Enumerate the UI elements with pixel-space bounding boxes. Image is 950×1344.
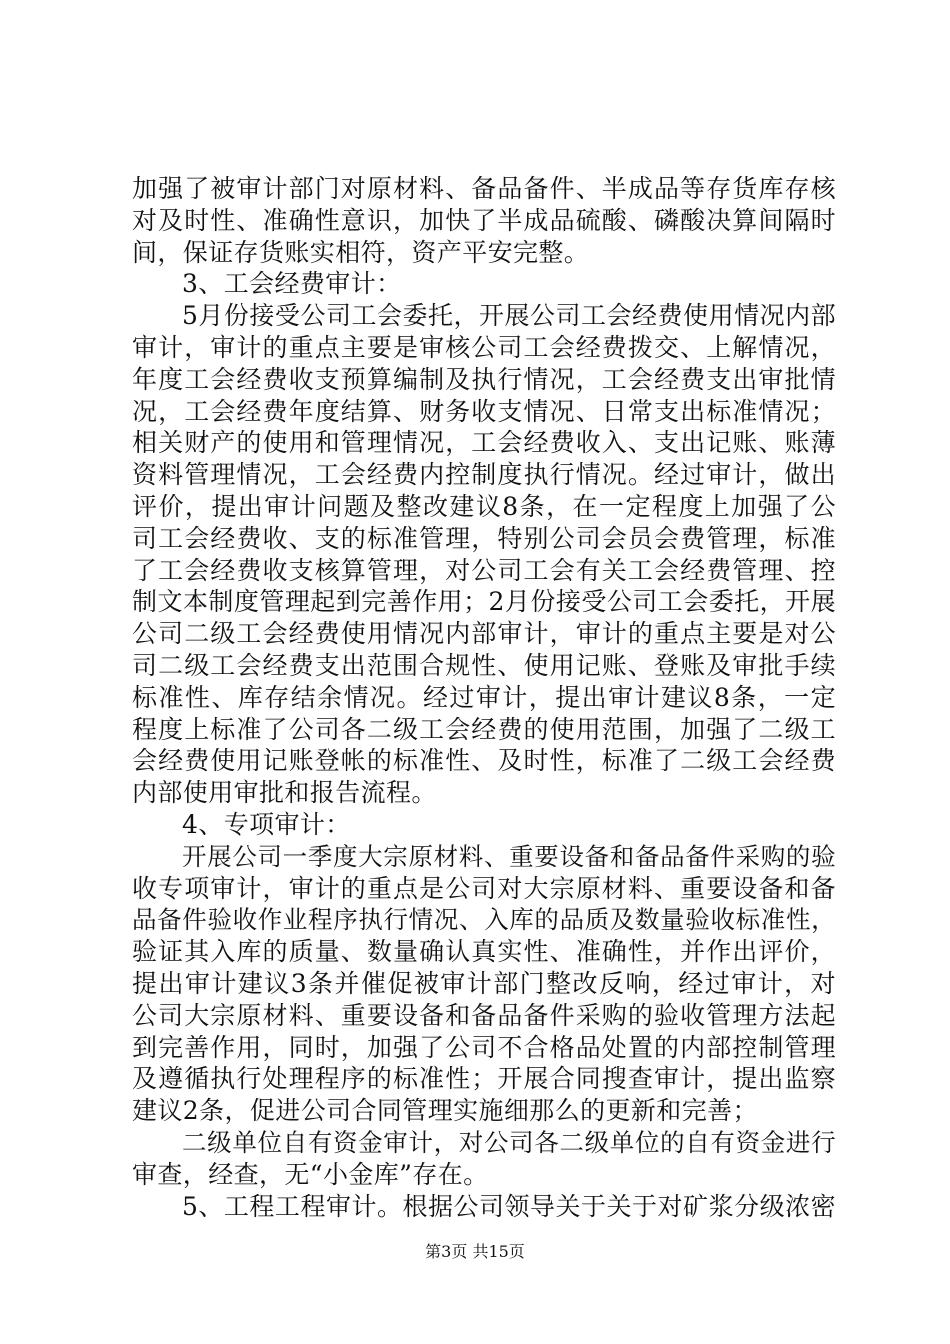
text-line: 程度上标准了公司各二级工会经费的使用范围，加强了二级工 xyxy=(132,714,836,744)
text-line: 内部使用审批和报告流程。 xyxy=(132,778,437,808)
text-line: 5月份接受公司工会委托，开展公司工会经费使用情况内部 xyxy=(182,301,836,331)
text-line: 年度工会经费收支预算编制及执行情况，工会经费支出审批情 xyxy=(132,364,836,394)
text-line: 到完善作用，同时，加强了公司不合格品处置的内部控制管理 xyxy=(132,1032,836,1062)
text-line: 审计，审计的重点主要是审核公司工会经费拨交、上解情况， xyxy=(132,332,836,362)
text-line: 加强了被审计部门对原材料、备品备件、半成品等存货库存核 xyxy=(132,174,836,203)
text-line: 5、工程工程审计。根据公司领导关于关于对矿浆分级浓密 xyxy=(182,1191,836,1221)
text-line: 对及时性、准确性意识，加快了半成品硫酸、磷酸决算间隔时 xyxy=(132,205,836,235)
text-line: 标准性、库存结余情况。经过审计，提出审计建议8条，一定 xyxy=(132,682,836,712)
text-line: 建议2条，促进公司合同管理实施细那么的更新和完善； xyxy=(132,1096,758,1126)
text-line: 公司大宗原材料、重要设备和备品备件采购的验收管理方法起 xyxy=(132,1000,836,1030)
text-line: 制文本制度管理起到完善作用；2月份接受公司工会委托，开展 xyxy=(132,587,836,617)
body-text xyxy=(132,173,836,1222)
text-line: 会经费使用记账登帐的标准性、及时性，标准了二级工会经费 xyxy=(132,746,836,776)
page-footer: 第3页 共15页 xyxy=(425,1242,525,1261)
text-line: 及遵循执行处理程序的标准性；开展合同搜查审计，提出监察 xyxy=(132,1064,836,1094)
text-line: 3、工会经费审计： xyxy=(182,269,402,299)
text-line: 验证其入库的质量、数量确认真实性、准确性，并作出评价， xyxy=(132,937,836,967)
text-line: 司工会经费收、支的标准管理，特别公司会员会费管理，标准 xyxy=(132,523,836,553)
text-line: 公司二级工会经费使用情况内部审计，审计的重点主要是对公 xyxy=(132,619,836,649)
text-line: 相关财产的使用和管理情况，工会经费收入、支出记账、账薄 xyxy=(132,428,836,458)
text-line: 二级单位自有资金审计，对公司各二级单位的自有资金进行 xyxy=(182,1127,836,1157)
text-line: 况，工会经费年度结算、财务收支情况、日常支出标准情况； xyxy=(132,396,836,426)
text-line: 品备件验收作业程序执行情况、入库的品质及数量验收标准性， xyxy=(132,905,836,935)
text-line: 了工会经费收支核算管理，对公司工会有关工会经费管理、控 xyxy=(132,555,836,585)
text-line: 4、专项审计： xyxy=(182,809,351,839)
text-line: 评价，提出审计问题及整改建议8条，在一定程度上加强了公 xyxy=(132,491,836,521)
text-line: 司二级工会经费支出范围合规性、使用记账、登账及审批手续 xyxy=(132,650,836,680)
text-line: 资料管理情况，工会经费内控制度执行情况。经过审计，做出 xyxy=(132,460,836,490)
text-line: 间，保证存货账实相符，资产平安完整。 xyxy=(132,237,590,267)
text-line: 开展公司一季度大宗原材料、重要设备和备品备件采购的验 xyxy=(182,841,836,871)
text-line: 收专项审计，审计的重点是公司对大宗原材料、重要设备和备 xyxy=(132,873,836,903)
text-line: 审查，经查，无“小金库”存在。 xyxy=(132,1159,489,1189)
text-line: 提出审计建议3条并催促被审计部门整改反响，经过审计，对 xyxy=(132,968,836,998)
